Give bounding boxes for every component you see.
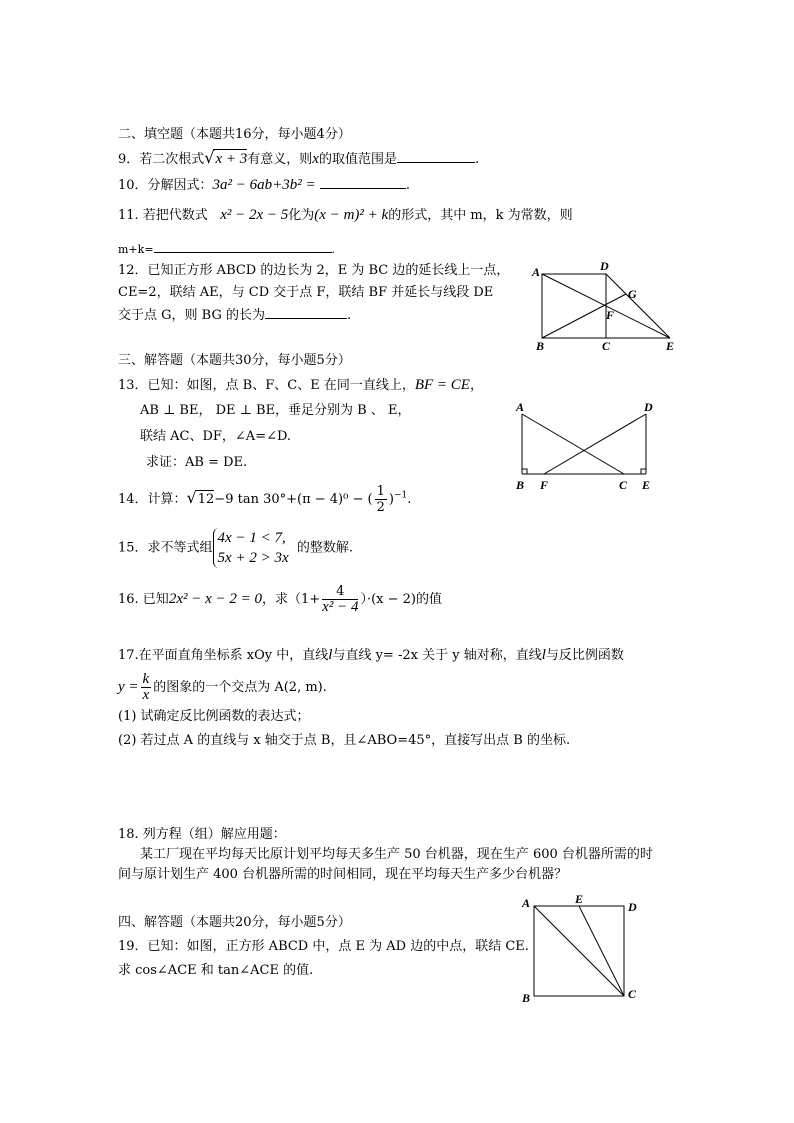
- question-13-line2: AB ⊥ BE， DE ⊥ BE，垂足分别为 B 、 E，: [140, 403, 411, 418]
- fig12-label-b: B: [536, 339, 545, 353]
- question-14: 14．计算：√12−9 tan 30°+(π − 4)⁰ − ( $\frac{1}{2}$ )$^{-1}$.: [118, 484, 412, 515]
- figure-q19: [518, 892, 648, 1007]
- figure-q12: [528, 259, 678, 353]
- question-12-line3: 交于点 G，则 BG 的长为 .: [118, 304, 351, 325]
- fig13-label-f: F: [540, 478, 549, 492]
- fig19-label-e: E: [575, 892, 584, 906]
- fig13-label-d: D: [644, 400, 653, 414]
- section2-header: 二、填空题（本题共16分，每小题4分）: [118, 127, 351, 142]
- fig13-label-c: C: [619, 478, 628, 492]
- answer-blank-12[interactable]: [265, 304, 347, 319]
- question-18-line1: 18. 列方程（组）解应用题：: [118, 827, 286, 842]
- section3-header: 三、解答题（本题共30分，每小题5分）: [118, 353, 351, 368]
- fig19-label-d: D: [628, 900, 637, 914]
- section4-header: 四、解答题（本题共20分，每小题5分）: [118, 915, 351, 930]
- question-11: 11. 若把代数式 x² − 2x − 5化为(x − m)² + k的形式，其中 m，k 为常数，则: [118, 207, 573, 223]
- question-12-line1: 12．已知正方形 ABCD 的边长为 2，E 为 BC 边的延长线上一点，: [118, 263, 510, 278]
- fig12-label-c: C: [602, 339, 611, 353]
- fig12-label-f: F: [606, 308, 615, 322]
- question-16: 16. 已知2x² − x − 2 = 0，求（1+ $\frac{4}{\text{x² − 4}}$ ）·(x − 2)的值: [118, 584, 442, 615]
- fig19-label-c: C: [628, 987, 637, 1001]
- question-13-line4: 求证：AB = DE.: [146, 455, 248, 470]
- question-19-line1: 19．已知：如图，正方形 ABCD 中，点 E 为 AD 边的中点，联结 CE.: [118, 939, 529, 954]
- fig12-label-e: E: [666, 339, 675, 353]
- fig19-label-a: A: [522, 896, 531, 910]
- question-11-cont: m+k= .: [118, 238, 335, 259]
- fig12-label-a: A: [532, 265, 541, 279]
- question-13-line1: 13．已知：如图，点 B、F、C、E 在同一直线上，BF = CE，: [118, 377, 483, 393]
- answer-blank-9[interactable]: [397, 148, 475, 163]
- question-9: 9．若二次根式√x + 3有意义，则x的取值范围是 .: [118, 148, 480, 167]
- question-17-line2: y = $\frac{k}{x}$ 的图象的一个交点为 A(2, m).: [118, 671, 327, 703]
- question-13-line3: 联结 AC、DF，∠A=∠D.: [140, 429, 292, 444]
- figure-q13: [510, 400, 660, 495]
- fig19-label-b: B: [522, 991, 531, 1005]
- answer-blank-11[interactable]: [154, 238, 332, 253]
- question-17-sub1: (1) 试确定反比例函数的表达式；: [118, 709, 310, 724]
- question-18-line3: 间与原计划生产 400 台机器所需的时间相同，现在平均每天生产多少台机器？: [118, 867, 568, 882]
- question-17-line1: 17.在平面直角坐标系 xOy 中，直线l与直线 y= -2x 关于 y 轴对称，直线l与反比例函数: [118, 647, 624, 663]
- question-12-line2: CE=2，联结 AE，与 CD 交于点 F，联结 BF 并延长与线段 DE: [118, 285, 494, 300]
- question-18-line2: 某工厂现在平均每天比原计划平均每天多生产 50 台机器，现在生产 600 台机器所需的时: [140, 847, 653, 862]
- answer-blank-10[interactable]: [320, 174, 406, 189]
- fig13-label-e: E: [642, 478, 651, 492]
- fig12-label-d: D: [600, 259, 609, 273]
- fig12-label-g: G: [628, 287, 637, 301]
- question-15: 15．求不等式组 4x − 1 < 7, 5x + 2 > 3x 的整数解.: [118, 530, 354, 566]
- fig13-label-b: B: [516, 478, 525, 492]
- fig13-label-a: A: [516, 400, 525, 414]
- question-10: 10．分解因式：3a² − 6ab+3b² = .: [118, 174, 410, 195]
- question-17-sub2: (2) 若过点 A 的直线与 x 轴交于点 B，且∠ABO=45°，直接写出点 B 的坐标.: [118, 733, 571, 748]
- question-19-line2: 求 cos∠ACE 和 tan∠ACE 的值.: [118, 963, 314, 978]
